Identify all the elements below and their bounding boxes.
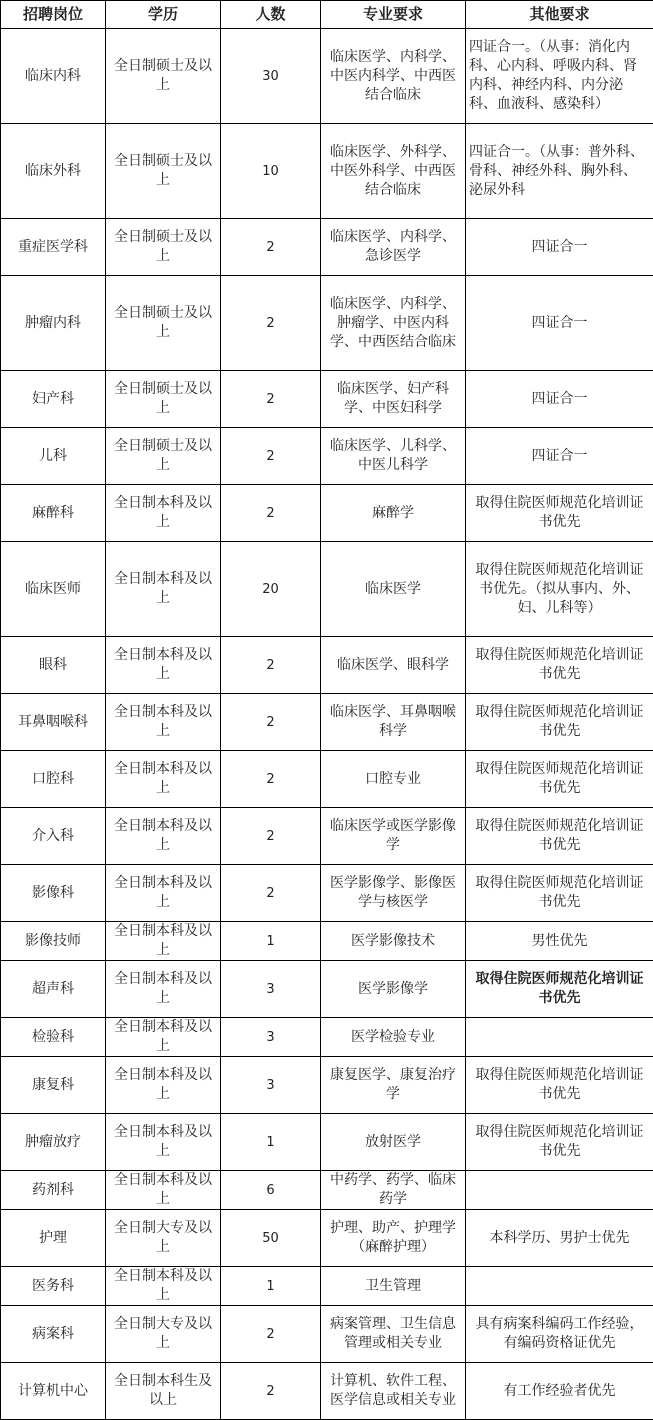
major-cell: 临床医学、内科学、急诊医学: [321, 219, 466, 276]
count-cell: 2: [221, 751, 321, 808]
table-row: [1, 865, 653, 922]
table-row: [1, 637, 653, 694]
education-cell: 全日制本科及以上: [106, 808, 221, 865]
major-cell: 病案管理、卫生信息管理或相关专业: [321, 1306, 466, 1363]
major-cell: 中药学、药学、临床药学: [321, 1171, 466, 1210]
education-cell: 全日制本科及以上: [106, 694, 221, 751]
table-row: [1, 29, 653, 124]
post-cell: 临床内科: [1, 29, 106, 124]
count-cell: 1: [221, 1267, 321, 1306]
post-cell: 临床外科: [1, 124, 106, 219]
education-cell: 全日制硕士及以上: [106, 428, 221, 485]
major-cell: 护理、助产、护理学（麻醉护理）: [321, 1210, 466, 1267]
major-cell: 临床医学、内科学、肿瘤学、中医内科学、中西医结合临床: [321, 276, 466, 371]
header-education: 学历: [106, 1, 221, 29]
header-major: 专业要求: [321, 1, 466, 29]
table-row: [1, 485, 653, 542]
header-post: 招聘岗位: [1, 1, 106, 29]
post-cell: 介入科: [1, 808, 106, 865]
major-cell: 医学检验专业: [321, 1018, 466, 1057]
other-cell: 四证合一。（从事：消化内科、心内科、呼吸内科、肾内科、神经内科、内分泌科、血液科、感染科）: [466, 29, 653, 124]
count-cell: 2: [221, 694, 321, 751]
table-row: [1, 751, 653, 808]
table-row: [1, 922, 653, 961]
count-cell: 2: [221, 219, 321, 276]
other-cell: 具有病案科编码工作经验，有编码资格证优先: [466, 1306, 653, 1363]
other-cell: [466, 1171, 653, 1210]
post-cell: 耳鼻咽喉科: [1, 694, 106, 751]
post-cell: 药剂科: [1, 1171, 106, 1210]
education-cell: 全日制本科及以上: [106, 961, 221, 1018]
other-cell: 取得住院医师规范化培训证书优先: [466, 485, 653, 542]
count-cell: 10: [221, 124, 321, 219]
table-row: [1, 1057, 653, 1114]
post-cell: 妇产科: [1, 371, 106, 428]
other-cell: 取得住院医师规范化培训证书优先: [466, 808, 653, 865]
other-cell: 本科学历、男护士优先: [466, 1210, 653, 1267]
post-cell: 检验科: [1, 1018, 106, 1057]
major-cell: 临床医学: [321, 542, 466, 637]
post-cell: 康复科: [1, 1057, 106, 1114]
other-cell: [466, 1267, 653, 1306]
education-cell: 全日制硕士及以上: [106, 371, 221, 428]
major-cell: 医学影像技术: [321, 922, 466, 961]
table-row: [1, 1210, 653, 1267]
education-cell: 全日制本科及以上: [106, 751, 221, 808]
table-row: [1, 1018, 653, 1057]
table-row: [1, 219, 653, 276]
table-row: [1, 961, 653, 1018]
post-cell: 超声科: [1, 961, 106, 1018]
major-cell: 临床医学、妇产科学、中医妇科学: [321, 371, 466, 428]
table-row: [1, 694, 653, 751]
count-cell: 2: [221, 808, 321, 865]
major-cell: 临床医学、眼科学: [321, 637, 466, 694]
other-cell: 四证合一: [466, 371, 653, 428]
table-row: [1, 1267, 653, 1306]
major-cell: 临床医学、耳鼻咽喉科学: [321, 694, 466, 751]
count-cell: 30: [221, 29, 321, 124]
major-cell: 计算机、软件工程、医学信息或相关专业: [321, 1363, 466, 1420]
count-cell: 2: [221, 485, 321, 542]
other-cell: 有工作经验者优先: [466, 1363, 653, 1420]
education-cell: 全日制大专及以上: [106, 1210, 221, 1267]
major-cell: 临床医学、外科学、中医外科学、中西医结合临床: [321, 124, 466, 219]
table-row: [1, 276, 653, 371]
post-cell: 影像技师: [1, 922, 106, 961]
other-cell: 取得住院医师规范化培训证书优先。（拟从事内、外、妇、儿科等）: [466, 542, 653, 637]
post-cell: 病案科: [1, 1306, 106, 1363]
education-cell: 全日制本科及以上: [106, 865, 221, 922]
post-cell: 肿瘤放疗: [1, 1114, 106, 1171]
table-row: [1, 1306, 653, 1363]
major-cell: 口腔专业: [321, 751, 466, 808]
major-cell: 卫生管理: [321, 1267, 466, 1306]
other-cell: 取得住院医师规范化培训证书优先: [466, 694, 653, 751]
count-cell: 1: [221, 922, 321, 961]
table-row: [1, 371, 653, 428]
education-cell: 全日制硕士及以上: [106, 29, 221, 124]
education-cell: 全日制本科及以上: [106, 922, 221, 961]
other-cell: [466, 1018, 653, 1057]
table-row: [1, 1114, 653, 1171]
table-row: [1, 1363, 653, 1420]
header-count: 人数: [221, 1, 321, 29]
education-cell: 全日制本科及以上: [106, 1171, 221, 1210]
education-cell: 全日制硕士及以上: [106, 124, 221, 219]
other-cell: 取得住院医师规范化培训证书优先: [466, 637, 653, 694]
other-cell: 四证合一: [466, 428, 653, 485]
major-cell: 临床医学、儿科学、中医儿科学: [321, 428, 466, 485]
table-body: [1, 29, 653, 1420]
other-cell: 四证合一: [466, 276, 653, 371]
major-cell: 康复医学、康复治疗学: [321, 1057, 466, 1114]
table-row: [1, 542, 653, 637]
count-cell: 2: [221, 1306, 321, 1363]
table-row: [1, 124, 653, 219]
other-cell: 四证合一。（从事：普外科、骨科、神经外科、胸外科、泌尿外科: [466, 124, 653, 219]
count-cell: 6: [221, 1171, 321, 1210]
post-cell: 计算机中心: [1, 1363, 106, 1420]
count-cell: 20: [221, 542, 321, 637]
count-cell: 2: [221, 371, 321, 428]
major-cell: 医学影像学、影像医学与核医学: [321, 865, 466, 922]
major-cell: 放射医学: [321, 1114, 466, 1171]
education-cell: 全日制本科及以上: [106, 1057, 221, 1114]
count-cell: 50: [221, 1210, 321, 1267]
table-row: [1, 1171, 653, 1210]
post-cell: 口腔科: [1, 751, 106, 808]
count-cell: 2: [221, 276, 321, 371]
education-cell: 全日制大专及以上: [106, 1306, 221, 1363]
education-cell: 全日制本科及以上: [106, 542, 221, 637]
table-row: [1, 808, 653, 865]
education-cell: 全日制硕士及以上: [106, 219, 221, 276]
count-cell: 1: [221, 1114, 321, 1171]
post-cell: 医务科: [1, 1267, 106, 1306]
major-cell: 临床医学、内科学、中医内科学、中西医结合临床: [321, 29, 466, 124]
post-cell: 麻醉科: [1, 485, 106, 542]
other-cell: 取得住院医师规范化培训证书优先: [466, 1057, 653, 1114]
education-cell: 全日制本科及以上: [106, 1018, 221, 1057]
education-cell: 全日制本科生及以上: [106, 1363, 221, 1420]
count-cell: 3: [221, 1018, 321, 1057]
count-cell: 2: [221, 865, 321, 922]
education-cell: 全日制硕士及以上: [106, 276, 221, 371]
count-cell: 2: [221, 1363, 321, 1420]
header-row: [1, 1, 653, 29]
education-cell: 全日制本科及以上: [106, 637, 221, 694]
education-cell: 全日制本科及以上: [106, 485, 221, 542]
other-cell: 取得住院医师规范化培训证书优先: [466, 961, 653, 1018]
post-cell: 眼科: [1, 637, 106, 694]
major-cell: 麻醉学: [321, 485, 466, 542]
education-cell: 全日制本科及以上: [106, 1114, 221, 1171]
other-cell: 取得住院医师规范化培训证书优先: [466, 865, 653, 922]
post-cell: 临床医师: [1, 542, 106, 637]
education-cell: 全日制本科及以上: [106, 1267, 221, 1306]
header-other: 其他要求: [466, 1, 653, 29]
other-cell: 取得住院医师规范化培训证书优先: [466, 751, 653, 808]
other-cell: 取得住院医师规范化培训证书优先: [466, 1114, 653, 1171]
table-row: [1, 428, 653, 485]
post-cell: 影像科: [1, 865, 106, 922]
count-cell: 2: [221, 428, 321, 485]
major-cell: 临床医学或医学影像学: [321, 808, 466, 865]
post-cell: 重症医学科: [1, 219, 106, 276]
other-cell: 男性优先: [466, 922, 653, 961]
post-cell: 护理: [1, 1210, 106, 1267]
count-cell: 2: [221, 637, 321, 694]
other-cell: 四证合一: [466, 219, 653, 276]
post-cell: 肿瘤内科: [1, 276, 106, 371]
post-cell: 儿科: [1, 428, 106, 485]
major-cell: 医学影像学: [321, 961, 466, 1018]
count-cell: 3: [221, 961, 321, 1018]
count-cell: 3: [221, 1057, 321, 1114]
